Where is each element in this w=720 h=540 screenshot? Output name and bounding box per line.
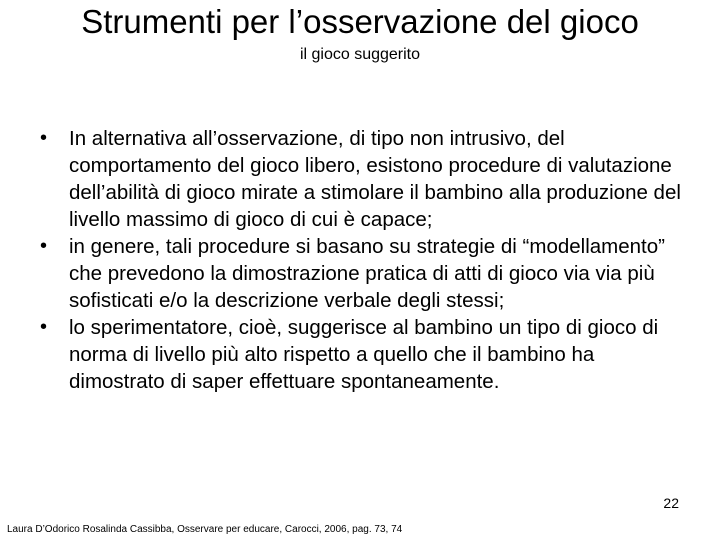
page-number: 22 — [663, 495, 679, 511]
bullet-text: in genere, tali procedure si basano su strategie di “modellamento” che prevedono la dimostrazione pratica di atti di gioco via via più sofisticati e/o la descrizione verbale degli stessi; — [69, 235, 665, 312]
bullet-icon: • — [40, 235, 48, 257]
bullet-text: lo sperimentatore, cioè, suggerisce al bambino un tipo di gioco di norma di livello più alto rispetto a quello che il bambino ha dimostrato di saper effettuare spontaneamente. — [69, 316, 659, 393]
bullet-text: In alternativa all’osservazione, di tipo non intrusivo, del comportamento del gioco libero, esistono procedure di valutazione dell’abilità di gioco mirate a stimolare il bambino alla produzione del livello massimo di gioco di cui è capace; — [69, 127, 681, 231]
bullet-list — [40, 125, 690, 395]
slide-title: Strumenti per l’osservazione del gioco — [81, 3, 639, 40]
bullet-item — [40, 314, 690, 395]
bullet-icon: • — [40, 316, 48, 338]
bullet-item — [40, 233, 690, 314]
bullet-item — [40, 125, 690, 233]
slide-subtitle: il gioco suggerito — [299, 46, 421, 63]
footer-citation: Laura D’Odorico Rosalinda Cassibba, Osservare per educare, Carocci, 2006, pag. 73, 74 — [7, 524, 403, 535]
bullet-icon: • — [40, 127, 48, 149]
